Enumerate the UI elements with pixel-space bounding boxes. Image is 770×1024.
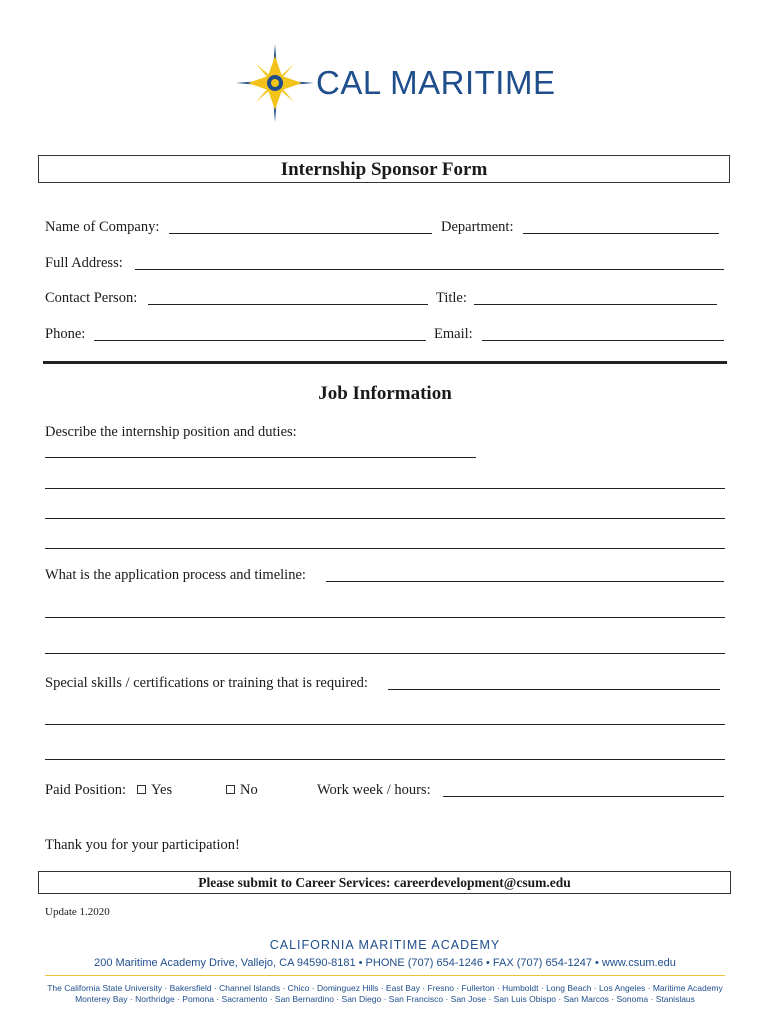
form-title: Internship Sponsor Form [38,155,730,183]
company-label: Name of Company: [45,219,160,235]
logo-text: CAL MARITIME [316,64,556,101]
address-field[interactable] [135,269,724,270]
title-field[interactable] [474,304,717,305]
contact-person-field[interactable] [148,304,428,305]
paid-no-option[interactable] [226,782,258,799]
section-divider [43,361,727,364]
thank-you-text: Thank you for your participation! [45,837,240,853]
address-label: Full Address: [45,255,123,271]
title-label: Title: [436,290,467,306]
department-label: Department: [441,219,514,235]
contact-person-label: Contact Person: [45,290,138,306]
company-field[interactable] [169,233,432,234]
describe-label: Describe the internship position and duties: [45,424,297,440]
skills-field-line-2[interactable] [45,724,725,725]
skills-field-line-3[interactable] [45,759,725,760]
footer-divider [45,975,725,976]
skills-field-line-1[interactable] [388,689,720,690]
footer-campuses-line-2: Monterey Bay · Northridge · Pomona · Sacramento · San Bernardino · San Diego · San Francisco · San Jose · San Luis Obispo · San Marcos · Sonoma · Stanislaus [75,994,695,1004]
email-field[interactable] [482,340,724,341]
application-label: What is the application process and timeline: [45,567,306,583]
describe-field-line-2[interactable] [45,488,725,489]
describe-field-line-1[interactable] [45,457,476,458]
yes-label: Yes [151,782,173,798]
no-checkbox[interactable] [226,785,235,794]
no-label: No [240,782,258,798]
department-field[interactable] [523,233,719,234]
footer-title: CALIFORNIA MARITIME ACADEMY [269,938,501,952]
paid-yes-option[interactable] [137,782,172,799]
footer-address: 200 Maritime Academy Drive, Vallejo, CA 94590-8181 • PHONE (707) 654-1246 • FAX (707) 654-1247 • www.csum.edu [94,957,676,969]
submit-instructions: Please submit to Career Services: careerdevelopment@csum.edu [38,871,731,894]
compass-star-icon [236,44,314,122]
application-field-line-3[interactable] [45,653,725,654]
phone-field[interactable] [94,340,426,341]
email-label: Email: [434,326,473,342]
phone-label: Phone: [45,326,86,342]
paid-position-label: Paid Position: [45,782,126,798]
describe-field-line-4[interactable] [45,548,725,549]
update-date: Update 1.2020 [45,906,110,918]
describe-field-line-3[interactable] [45,518,725,519]
skills-label: Special skills / certifications or training that is required: [45,675,368,691]
work-week-field[interactable] [443,796,724,797]
footer-campuses-line-1: The California State University · Bakersfield · Channel Islands · Chico · Dominguez Hills · East Bay · Fresno · Fullerton · Humboldt · Long Beach · Los Angeles · Maritime Academy [47,983,723,993]
job-information-heading: Job Information [318,383,452,404]
application-field-line-1[interactable] [326,581,724,582]
work-week-label: Work week / hours: [317,782,431,798]
yes-checkbox[interactable] [137,785,146,794]
application-field-line-2[interactable] [45,617,725,618]
